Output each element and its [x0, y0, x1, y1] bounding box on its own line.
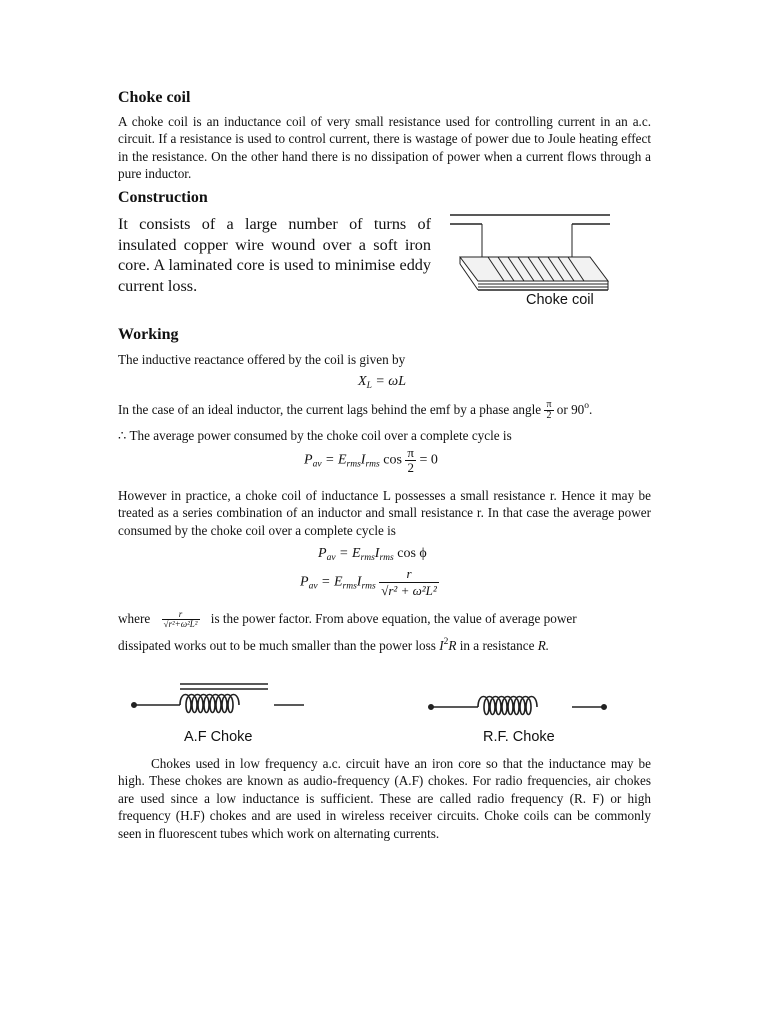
eq3-rms1: rms: [342, 581, 357, 592]
construction-paragraph: It consists of a large number of turns of insulated copper wire wound over a soft iron core. A laminated core is used to minimise eddy current loss.: [118, 215, 431, 295]
choke-coil-caption: Choke coil: [526, 292, 594, 308]
where-sq: 2: [443, 637, 449, 647]
eq-xl-lhs: X: [358, 374, 367, 389]
eq2-rms1: rms: [360, 553, 375, 563]
eq-xl-sub: L: [366, 381, 372, 391]
heading-working: Working: [118, 326, 179, 343]
where-line-1: [118, 610, 577, 629]
where-text-2: dissipated works out to be much smaller than the power loss: [118, 638, 436, 653]
rf-choke-label: R.F. Choke: [483, 729, 555, 745]
equation-pav-ideal: [304, 446, 438, 475]
eq1-av: av: [312, 459, 322, 470]
ideal-inductor-sentence: In the case of an ideal inductor, the current lags behind the emf by a phase angle $\frac{\pi}{2}$ or 90$^o$.: [118, 399, 593, 422]
eq3-den: √r² + ω²L²: [381, 583, 437, 598]
eq3-p: P: [300, 574, 309, 590]
eq2-cos: cos ϕ: [397, 546, 427, 561]
eq2-av: av: [326, 553, 336, 563]
eq1-e: = E: [325, 452, 347, 468]
eq1-zero: = 0: [419, 452, 438, 468]
where-line-2: [118, 634, 549, 654]
eq3-av: av: [308, 581, 318, 592]
where-text-3: in a resistance: [459, 638, 535, 653]
ideal-or: or 90: [556, 402, 585, 417]
reactance-sentence: The inductive reactance offered by the coil is given by: [118, 352, 406, 367]
where-den: √r²+ω²L²: [163, 619, 198, 630]
eq1-pi: π: [407, 445, 414, 460]
where-fraction: [162, 610, 200, 629]
ideal-degree: o: [584, 401, 590, 411]
af-choke-label: A.F Choke: [184, 729, 253, 745]
eq1-two: 2: [405, 460, 416, 475]
ideal-two: 2: [544, 410, 553, 421]
equation-xl: [358, 374, 406, 391]
where-text-1: is the power factor. From above equation, the value of average power: [210, 611, 577, 626]
eq1-fraction: [405, 446, 416, 475]
rf-choke-symbol: [426, 688, 626, 723]
eq3-rms2: rms: [361, 581, 376, 592]
therefore-sentence: ∴ The average power consumed by the choke coil over a complete cycle is: [118, 428, 512, 443]
eq3-e: = E: [321, 574, 343, 590]
equation-pav-cos: [318, 546, 427, 563]
af-choke-symbol: [128, 678, 328, 723]
eq3-num: r: [406, 566, 412, 581]
ideal-pi: π: [546, 399, 552, 411]
where-i: I: [439, 638, 444, 653]
ideal-fraction: [544, 400, 553, 421]
choke-core-diagram: [450, 215, 610, 290]
heading-choke-coil: Choke coil: [118, 89, 191, 106]
equation-pav-r: [300, 566, 439, 599]
intro-paragraph: A choke coil is an inductance coil of very small resistance used for controlling current in an a.c. circuit. If a resistance is used to control current, there is wastage of power due to Joule heating effect in the resistance. On the other hand there is no dissipation of power when a current flows through a pure inductor.: [118, 114, 651, 182]
where-r2: R.: [537, 638, 550, 653]
eq2-i: I: [374, 546, 380, 561]
eq2-e: = E: [339, 546, 361, 561]
eq3-i: I: [356, 574, 362, 590]
eq2-rms2: rms: [379, 553, 394, 563]
where-word: where: [118, 611, 151, 626]
where-num: r: [178, 609, 183, 620]
eq1-i: I: [360, 452, 366, 468]
eq1-rms1: rms: [346, 459, 361, 470]
eq-xl-rhs: = ωL: [375, 374, 406, 389]
ideal-text: In the case of an ideal inductor, the current lags behind the emf by a phase angle: [118, 402, 542, 417]
practice-paragraph: However in practice, a choke coil of inductance L possesses a small resistance r. Hence it may be treated as a series combination of an inductor and small resistance r. In that case the average power consumed by the choke coil over a complete cycle is: [118, 488, 651, 538]
where-r: R: [448, 638, 457, 653]
chokes-paragraph: Chokes used in low frequency a.c. circuit have an iron core so that the inductance may be high. These chokes are known as audio-frequency (A.F) chokes. For radio frequencies, air chokes are used since a low inductance is sufficient. These are called radio frequency (R. F) or high frequency (H.F) chokes and are used in wireless receiver circuits. Choke coils can be commonly seen in fluorescent tubes which work on alternating currents.: [118, 756, 651, 841]
eq2-p: P: [318, 546, 327, 561]
heading-construction: Construction: [118, 189, 208, 206]
eq3-fraction: [379, 566, 439, 599]
eq1-cos: cos: [383, 452, 402, 468]
eq1-p: P: [304, 452, 313, 468]
eq1-rms2: rms: [365, 459, 380, 470]
